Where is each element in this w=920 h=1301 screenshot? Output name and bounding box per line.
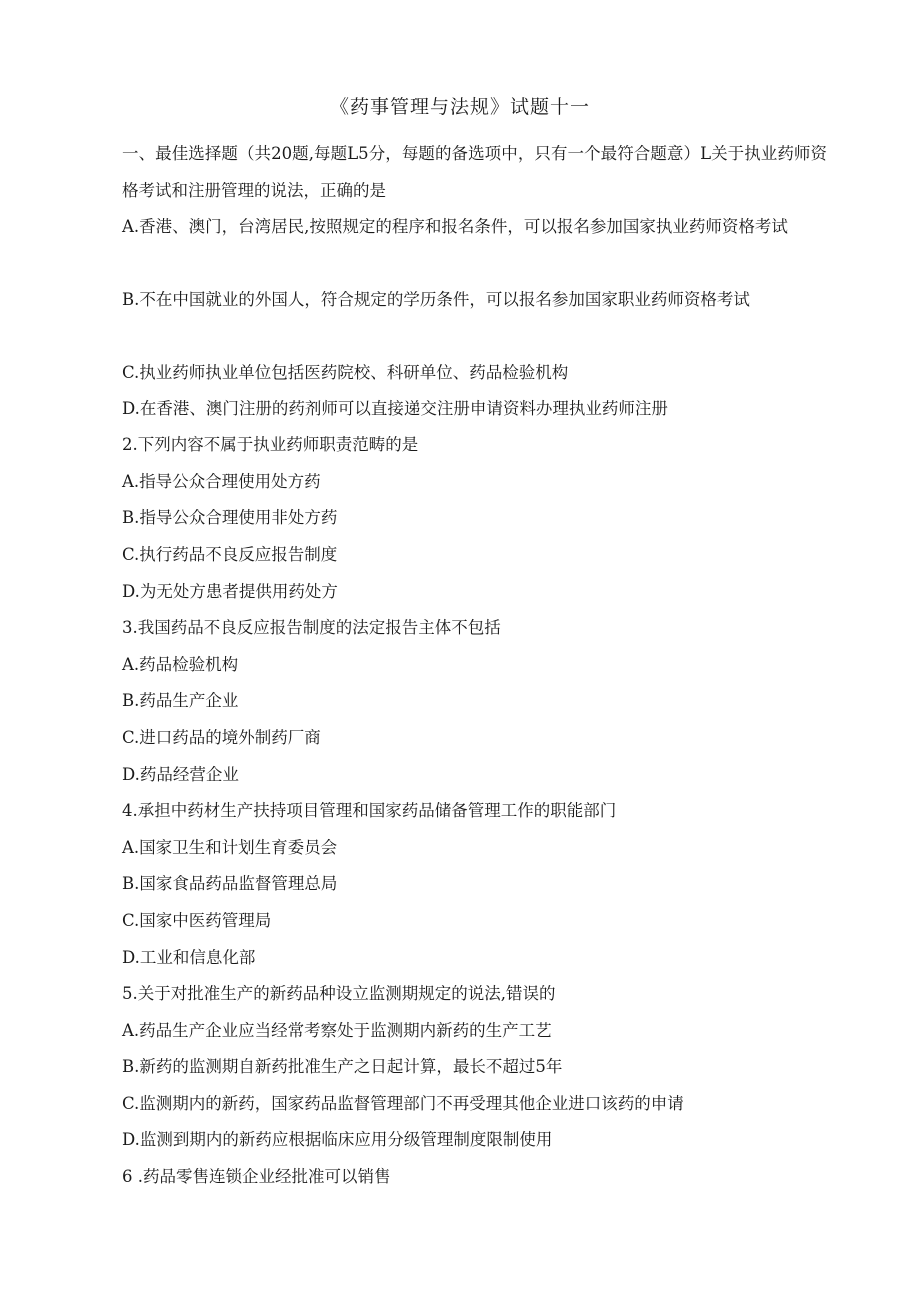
q4-option-a: A.国家卫生和计划生育委员会 xyxy=(122,838,338,857)
q3-option-c: C.进口药品的境外制药厂商 xyxy=(122,728,321,747)
q5-option-c: C.监测期内的新药，国家药品监督管理部门不再受理其他企业进口该药的申请 xyxy=(122,1094,684,1113)
q3-option-a: A.药品检验机构 xyxy=(122,655,239,674)
q2-option-c: C.执行药品不良反应报告制度 xyxy=(122,545,338,564)
question-5: 5.关于对批准生产的新药品种设立监测期规定的说法,错误的 xyxy=(122,984,556,1003)
q1-option-c: C.执业药师执业单位包括医药院校、科研单位、药品检验机构 xyxy=(122,363,569,382)
q1-option-b: B.不在中国就业的外国人，符合规定的学历条件，可以报名参加国家职业药师资格考试 xyxy=(122,290,750,309)
question-3: 3.我国药品不良反应报告制度的法定报告主体不包括 xyxy=(122,618,501,637)
q4-option-d: D.工业和信息化部 xyxy=(122,948,256,967)
q1-option-d: D.在香港、澳门注册的药剂师可以直接递交注册申请资料办理执业药师注册 xyxy=(122,399,668,418)
q3-option-d: D.药品经营企业 xyxy=(122,765,239,784)
q4-option-b: B.国家食品药品监督管理总局 xyxy=(122,874,338,893)
q5-option-a: A.药品生产企业应当经常考察处于监测期内新药的生产工艺 xyxy=(122,1021,552,1040)
section-intro-question-1: 一、最佳选择题（共20题,每题L5分，每题的备选项中，只有一个最符合题意）L关于执业药师资格考试和注册管理的说法，正确的是 xyxy=(122,144,827,200)
q2-option-d: D.为无处方患者提供用药处方 xyxy=(122,582,338,601)
question-6: 6 .药品零售连锁企业经批准可以销售 xyxy=(122,1167,391,1186)
q5-option-d: D.监测到期内的新药应根据临床应用分级管理制度限制使用 xyxy=(122,1130,553,1149)
q5-option-b: B.新药的监测期自新药批准生产之日起计算，最长不超过5年 xyxy=(122,1057,563,1076)
page-title: 《药事管理与法规》试题十一 xyxy=(329,96,590,118)
question-2: 2.下列内容不属于执业药师职责范畴的是 xyxy=(122,435,419,454)
q2-option-b: B.指导公众合理使用非处方药 xyxy=(122,508,338,527)
q2-option-a: A.指导公众合理使用处方药 xyxy=(122,472,321,491)
q4-option-c: C.国家中医药管理局 xyxy=(122,911,272,930)
q3-option-b: B.药品生产企业 xyxy=(122,691,239,710)
question-4: 4.承担中药材生产扶持项目管理和国家药品储备管理工作的职能部门 xyxy=(122,801,617,820)
q1-option-a: A.香港、澳门，台湾居民,按照规定的程序和报名条件，可以报名参加国家执业药师资格考试 xyxy=(122,217,788,236)
